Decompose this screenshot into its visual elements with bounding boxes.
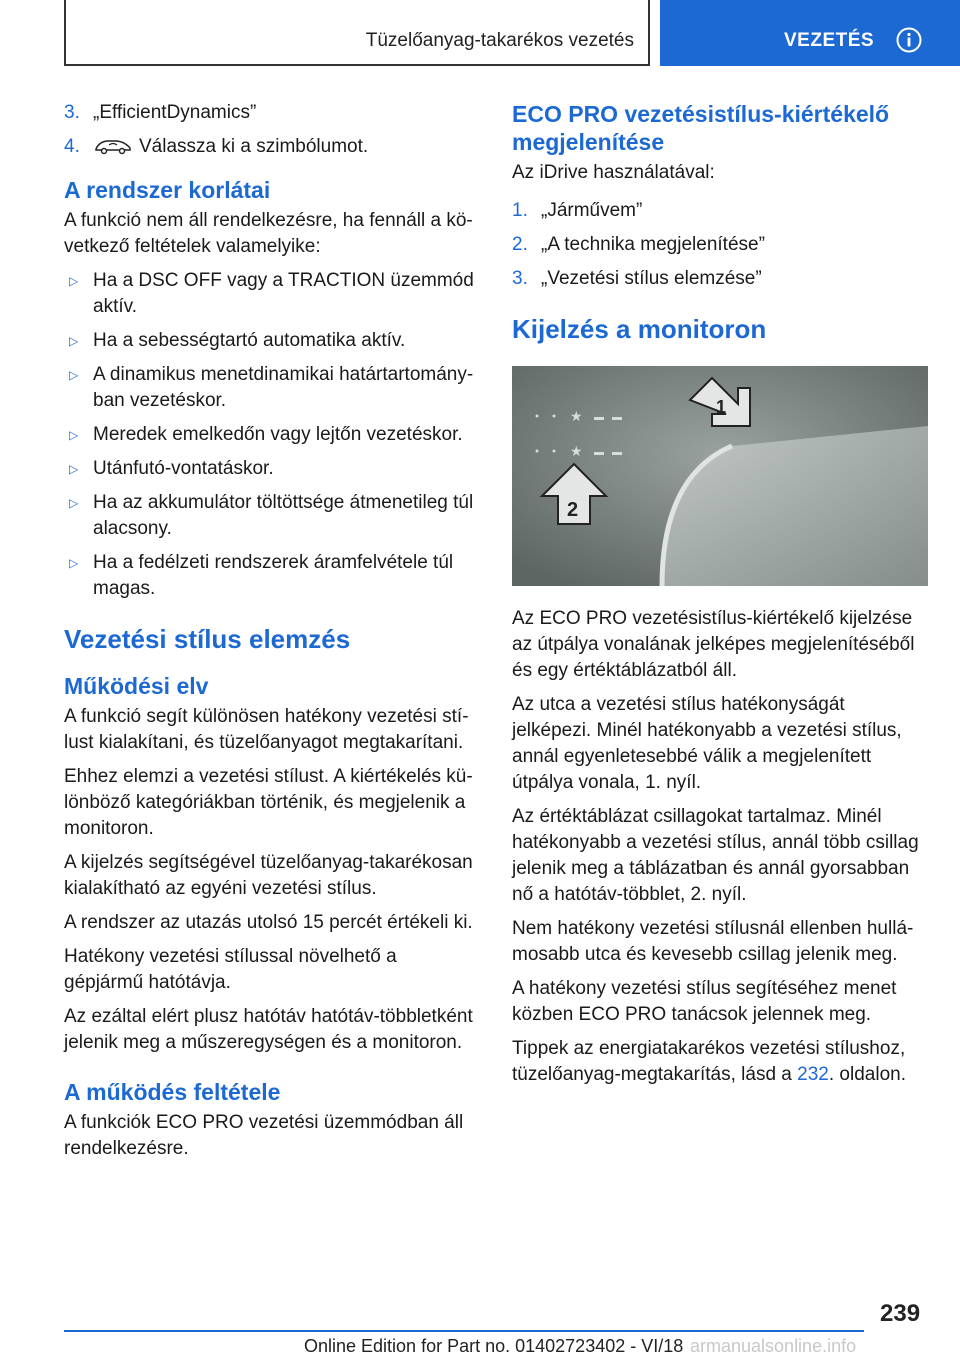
edition-text: Online Edition for Part no. 01402723402 - VI/18 [304, 1336, 684, 1356]
bullet-triangle-icon: ▷ [69, 428, 79, 442]
list-item [64, 362, 476, 414]
paragraph: Nem hatékony vezetési stílusnál ellenben hullámosabb utca és kevesebb csillag jelenik meg. [512, 918, 914, 965]
list-item [64, 328, 476, 354]
eval-steps-list [512, 198, 928, 292]
eco-car-icon [93, 136, 133, 156]
list-item [64, 490, 476, 542]
header-title: Tüzelőanyag-takarékos vezetés [365, 30, 634, 51]
step-text: „Vezetési stílus elemzése” [541, 268, 762, 289]
step-text: „A technika megjelenítése” [541, 234, 765, 255]
bullet-triangle-icon: ▷ [69, 274, 79, 288]
step-number: 1. [512, 200, 528, 221]
list-item [64, 268, 476, 320]
arrow-2-label: 2 [567, 499, 579, 521]
bullet-triangle-icon: ▷ [69, 556, 79, 570]
paragraph: Az ezáltal elért plusz hatótáv hatótáv-többletként jelenik meg a műszeregységen és a monitoron. [64, 1006, 473, 1053]
list-item [64, 100, 476, 126]
right-column [512, 100, 928, 1096]
page-link[interactable]: 232 [797, 1064, 829, 1085]
list-item [512, 198, 928, 224]
eval-heading: ECO PRO vezetésistílus-kiértékelő megjelenítése [512, 101, 890, 155]
step-number: 3. [512, 268, 528, 289]
step-number: 2. [512, 234, 528, 255]
arrow-1-label: 1 [716, 397, 727, 417]
list-item [64, 134, 476, 160]
page-number: 239 [880, 1300, 921, 1327]
paragraph: Hatékony vezetési stílussal növelhető a gépjármű hatótávja. [64, 946, 397, 993]
left-column [64, 100, 476, 1170]
list-item [512, 266, 928, 292]
step-number: 4. [64, 136, 80, 157]
step-number: 3. [64, 102, 80, 123]
svg-text:★: ★ [570, 444, 583, 460]
bullet-triangle-icon: ▷ [69, 334, 79, 348]
paragraph: Az értéktáblázat csillagokat tartalmaz. Minél hatékonyabb a vezetési stílus, annál több csillag jelenik meg a táblázatban és annál gyorsabban nő a hatótáv-többlet, 2. nyíl. [512, 806, 919, 905]
principle-heading: Működési elv [64, 673, 209, 699]
list-item [64, 422, 476, 448]
paragraph: Az ECO PRO vezetésistílus-kiértékelő kijelzése az útpálya vonalának jelképes megjelenítéséből és egy értéktáblázatból áll. [512, 608, 915, 681]
paragraph: Az utca a vezetési stílus hatékonyságát jelképezi. Minél hatékonyabb a vezetési stílus, annál egyenletesebbé válik a megjelenített útpálya vonala, 1. nyíl. [512, 694, 902, 793]
header-section-tab[interactable] [660, 0, 960, 66]
eval-intro: Az iDrive használatával: [512, 162, 715, 183]
eco-pro-display-figure [512, 366, 928, 586]
list-item [64, 550, 476, 602]
list-item-text: A dinamikus menetdinamikai határtartományban vezetéskor. [93, 364, 474, 411]
condition-heading: A működés feltétele [64, 1079, 281, 1105]
list-item-text: Ha a DSC OFF vagy a TRACTION üzemmód aktív. [93, 270, 474, 317]
list-item-text: Ha az akkumulátor töltöttsége átmenetileg túl alacsony. [93, 492, 474, 539]
watermark-text: armanualsonline.info [690, 1336, 857, 1356]
header-title-box [64, 0, 650, 66]
paragraph: A kijelzés segítségével tüzelőanyag-takarékosan kialakítható az egyéni vezetési stílus. [64, 852, 473, 899]
limits-intro: A funkció nem áll rendelkezésre, ha fennáll a következő feltételek valamelyike: [64, 210, 473, 257]
tips-text: Tippek az energiatakarékos vezetési stílushoz, tüzelőanyag-megtakarítás, lásd a [512, 1038, 906, 1085]
list-item-text: Ha a fedélzeti rendszerek áramfelvétele túl magas. [93, 552, 454, 599]
step-text: „Járművem” [541, 200, 643, 221]
analysis-heading: Vezetési stílus elemzés [64, 624, 351, 654]
paragraph: Ehhez elemzi a vezetési stílust. A kiértékelés különböző kategóriákban történik, és megjelenik a monitoron. [64, 766, 473, 839]
svg-text:★: ★ [570, 409, 583, 425]
header-section-label: VEZETÉS [784, 30, 875, 51]
condition-text: A funkciók ECO PRO vezetési üzemmódban áll rendelkezésre. [64, 1112, 464, 1159]
list-item [64, 456, 476, 482]
footer-divider [64, 1330, 864, 1332]
paragraph: A hatékony vezetési stílus segítéséhez menet közben ECO PRO tanácsok jelennek meg. [512, 978, 897, 1025]
paragraph: A funkció segít különösen hatékony vezetési stílust kialakítani, és tüzelőanyagot megtakarítani. [64, 706, 469, 753]
tips-text-end: . oldalon. [828, 1064, 906, 1085]
list-item-text: Utánfutó-vontatáskor. [93, 458, 274, 479]
info-circle-icon[interactable] [896, 27, 922, 53]
step-text: „EfficientDynamics” [93, 102, 257, 123]
limits-heading: A rendszer korlátai [64, 177, 271, 203]
step-text: Válassza ki a szimbólumot. [139, 136, 369, 157]
limits-list [64, 268, 476, 602]
bullet-triangle-icon: ▷ [69, 496, 79, 510]
list-item-text: Meredek emelkedőn vagy lejtőn vezetéskor. [93, 424, 463, 445]
bullet-triangle-icon: ▷ [69, 462, 79, 476]
tips-paragraph [512, 1036, 928, 1088]
top-steps-list [64, 100, 476, 160]
list-item-text: Ha a sebességtartó automatika aktív. [93, 330, 406, 351]
bullet-triangle-icon: ▷ [69, 368, 79, 382]
paragraph: A rendszer az utazás utolsó 15 percét értékeli ki. [64, 912, 473, 933]
list-item [512, 232, 928, 258]
monitor-heading: Kijelzés a monitoron [512, 314, 767, 344]
